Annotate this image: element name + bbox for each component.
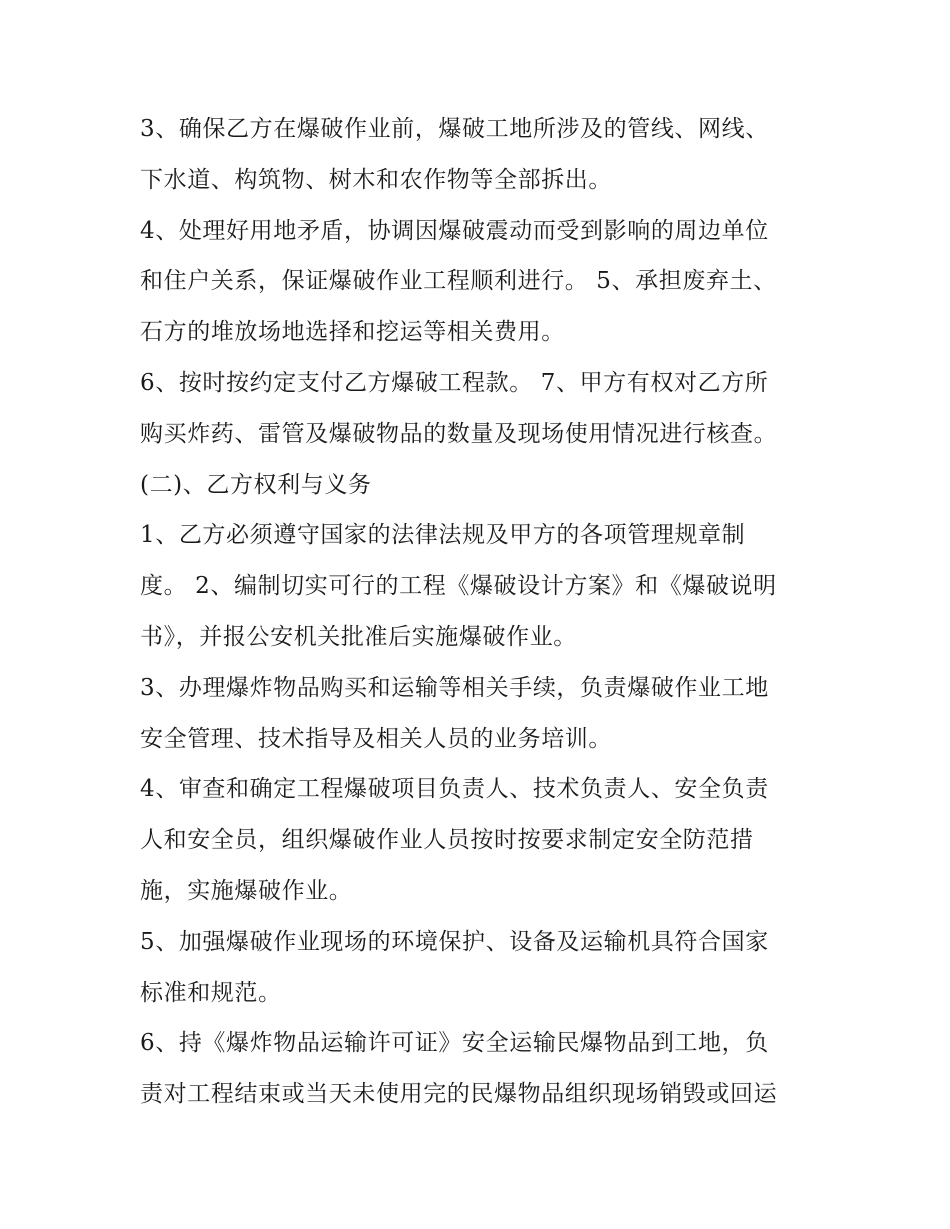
text-line: 石方的堆放场地选择和挖运等相关费用。 [140, 319, 565, 346]
text-line: 4、审查和确定工程爆破项目负责人、技术负责人、安全负责 [140, 776, 769, 803]
text-line: 施，实施爆破作业。 [140, 877, 353, 904]
text-line: 1、乙方必须遵守国家的法律法规及甲方的各项管理规章制 [140, 522, 746, 549]
document-body [140, 104, 830, 1120]
text-line: 度。 2、编制切实可行的工程《爆破设计方案》和《爆破说明 [140, 573, 777, 600]
text-line: 6、持《爆炸物品运输许可证》安全运输民爆物品到工地，负 [140, 1030, 769, 1057]
text-line: 3、办理爆炸物品购买和运输等相关手续，负责爆破作业工地 [140, 674, 769, 701]
text-line: 责对工程结束或当天未使用完的民爆物品组织现场销毁或回运 [140, 1081, 778, 1108]
text-line: 购买炸药、雷管及爆破物品的数量及现场使用情况进行核查。 [140, 420, 778, 447]
text-line: 人和安全员，组织爆破作业人员按时按要求制定安全防范措 [140, 827, 754, 854]
text-line: 和住户关系，保证爆破作业工程顺利进行。 5、承担废弃土、 [140, 268, 777, 295]
text-line: 4、处理好用地矛盾，协调因爆破震动而受到影响的周边单位 [140, 217, 769, 244]
text-line: 安全管理、技术指导及相关人员的业务培训。 [140, 725, 612, 752]
section-heading: (二)、乙方权利与义务 [140, 471, 372, 498]
text-line: 6、按时按约定支付乙方爆破工程款。 7、甲方有权对乙方所 [140, 369, 769, 396]
text-line: 书》，并报公安机关批准后实施爆破作业。 [140, 623, 577, 650]
text-line: 下水道、构筑物、树木和农作物等全部拆出。 [140, 166, 612, 193]
text-line: 标准和规范。 [140, 979, 282, 1006]
text-line: 5、加强爆破作业现场的环境保护、设备及运输机具符合国家 [140, 928, 769, 955]
text-line: 3、确保乙方在爆破作业前，爆破工地所涉及的管线、网线、 [140, 116, 769, 142]
